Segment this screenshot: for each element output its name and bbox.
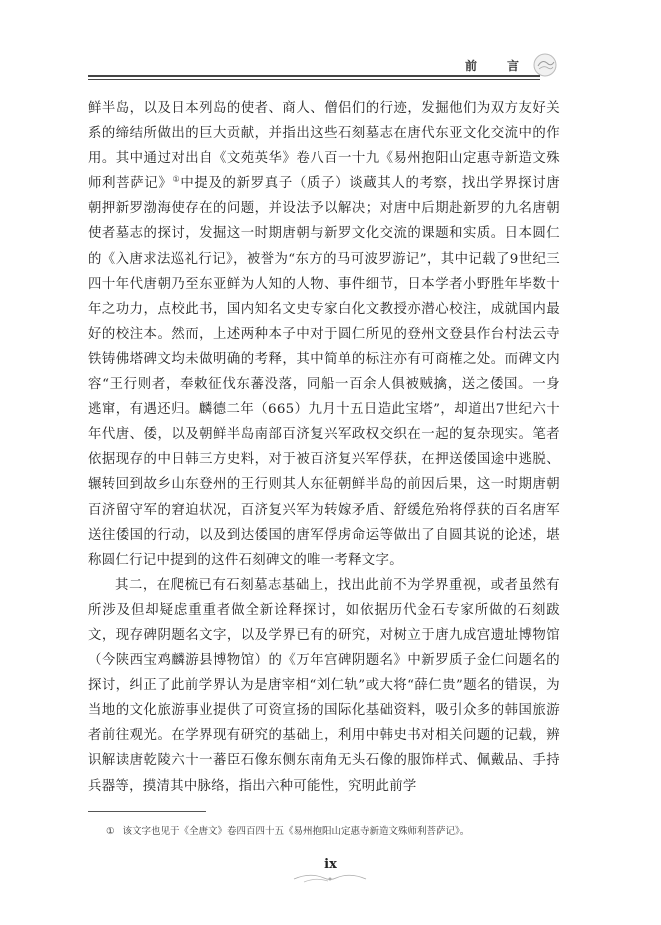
footnote-divider [88,811,206,812]
header-rule [88,75,540,80]
page-number: ix [324,857,337,872]
footnote-reference[interactable]: ① [172,174,181,184]
page-ornament-icon [290,870,370,886]
paragraph-1 [88,96,560,573]
running-header [88,56,560,82]
footnote-mark: ① [106,826,115,837]
footnote [106,825,566,839]
footnote-text: 该文字也见于《全唐文》卷四百四十五《易州抱阳山定惠寺新造文殊师利菩萨记》。 [122,826,470,837]
body-text [88,96,560,799]
header-title: 前 言 [464,59,528,73]
paragraph-1-continued: 中提及的新罗真子（质子）谈蔵其人的考察，找出学界探讨唐朝押新罗渤海使存在的问题，并设法予以解决；对唐中后期赴新罗的九名唐朝使者墓志的探讨，发掘这一时期唐朝与新罗文化交流的课题和实质。日本圆仁的《入唐求法巡礼行记》，被誉为“东方的马可波罗游记”，其中记载了9世纪三四十年代唐朝乃至东亚鲜为人知的人物、事件细节，日本学者小野胜年毕数十年之功力，点校此书，国内知名文史专家白化文教授亦潜心校注，成就国内最好的校注本。然而，上述两种本子中对于圆仁所见的登州文登县作台村法云寺铁铸佛塔碑文均未做明确的考释，其中简单的标注亦有可商榷之处。而碑文内容“王行则者，奉敕征伐东蕃没落，同船一百余人俱被贼擒，送之倭国。一身逃窜，有遇还归。麟德二年（665）九月十五日造此宝塔”，却道出7世纪六十年代唐、倭，以及朝鲜半岛南部百济复兴军政权交织在一起的复杂现实。笔者依据现存的中日韩三方史料，对于被百济复兴军俘获，在押送倭国途中逃脱、辗转回到故乡山东登州的王行则其人东征朝鲜半岛的前因后果，这一时期唐朝百济留守军的窘迫状况，百济复兴军为转嫁矛盾、舒缓危殆将俘获的百名唐军送往倭国的行动，以及到达倭国的唐军俘虏命运等做出了自圆其说的论述，堪称圆仁行记中提到的这件石刻碑文的唯一考释文字。 [88,176,560,568]
paragraph-1-text: 鲜半岛，以及日本列岛的使者、商人、僧侣们的行迹，发掘他们为双方友好关系的缔结所做出的巨大贡献，并指出这些石刻墓志在唐代东亚文化交流中的作用。其中通过对出自《文苑英华》卷八百一十九《易州抱阳山定惠寺新造文殊师利菩萨记》 [88,101,560,192]
paragraph-2: 其二，在爬梳已有石刻墓志基础上，找出此前不为学界重视，或者虽然有所涉及但却疑虑重重者做全新诠释探讨，如依据历代金石专家所做的石刻跋文，现存碑阴题名文字，以及学界已有的研究，对树立于唐九成宫遗址博物馆（今陕西宝鸡麟游县博物馆）的《万年宫碑阴题名》中新罗质子金仁问题名的探讨，纠正了此前学界认为是唐宰相“刘仁轨”或大将“薛仁贵”题名的错误，为当地的文化旅游事业提供了可资宣扬的国际化基础资料，吸引众多的韩国旅游者前往观光。在学界现有研究的基础上，利用中韩史书对相关问题的记载，辨识解读唐乾陵六十一蕃臣石像东侧东南角无头石像的服饰样式、佩戴品、手持兵器等，摸清其中脉络，指出六种可能性，究明此前学 [88,577,560,794]
